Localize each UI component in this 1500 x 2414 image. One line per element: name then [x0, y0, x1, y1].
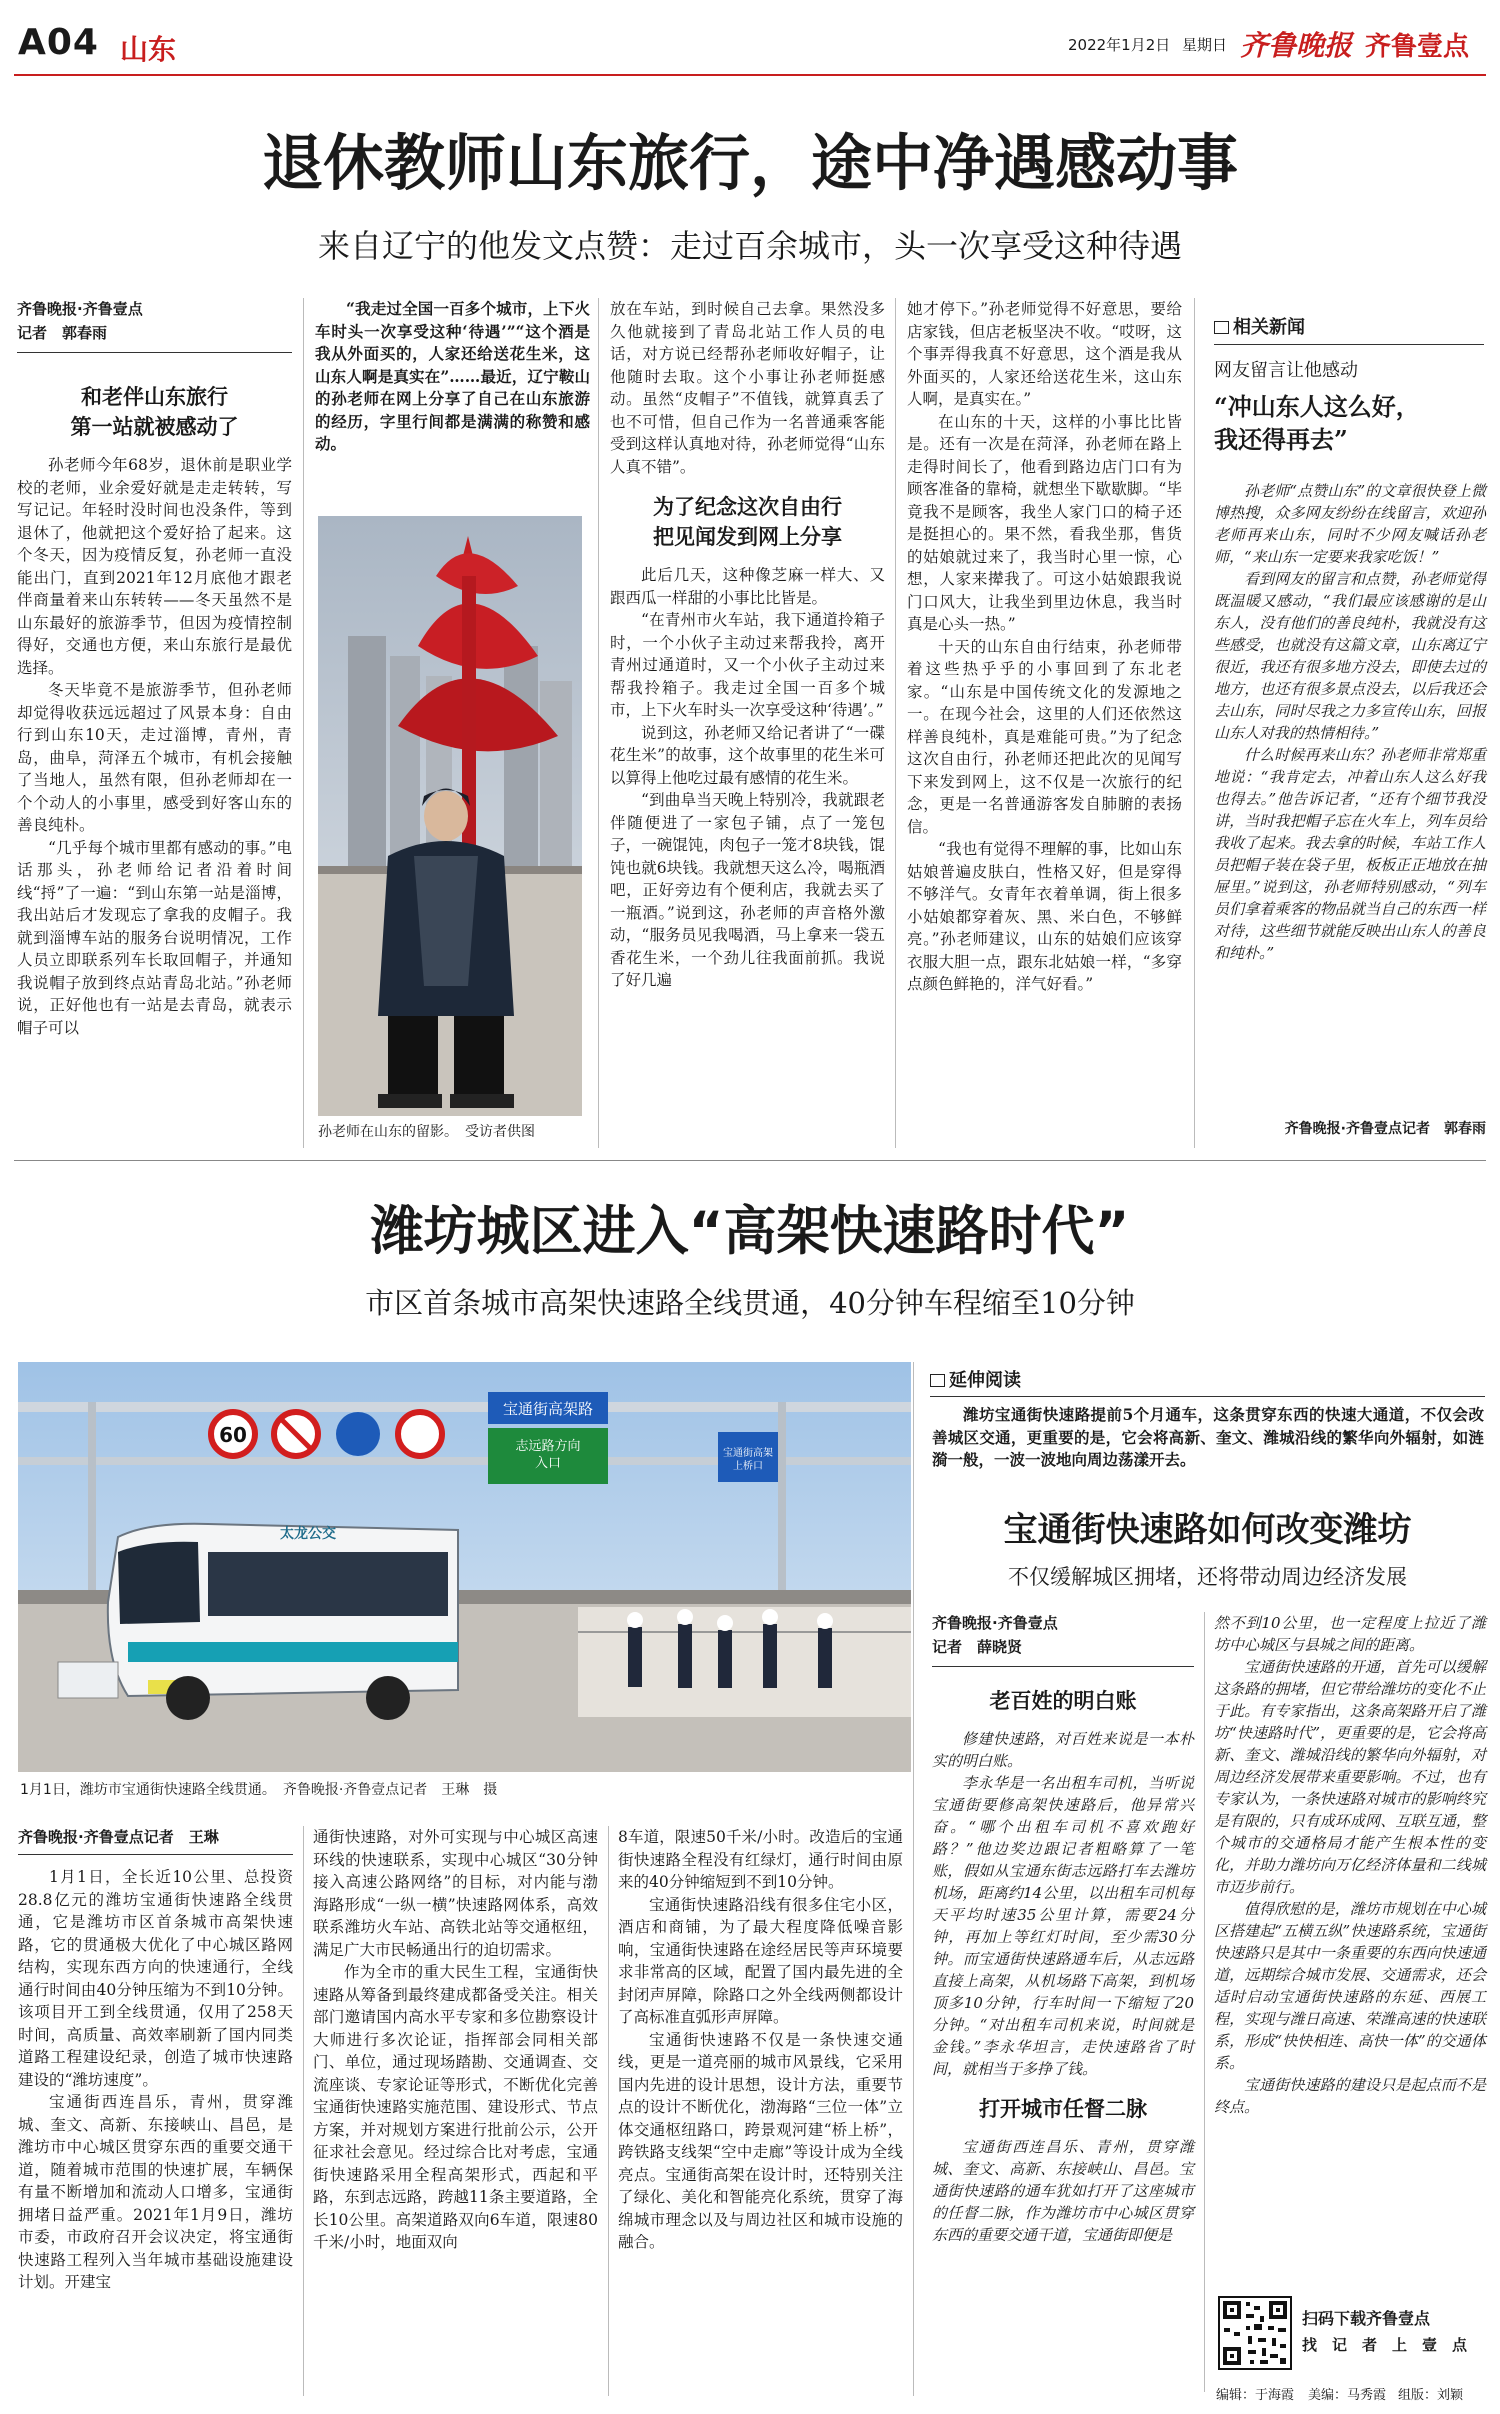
column-divider: [608, 1826, 609, 2396]
story1-subheading-1: 和老伴山东旅行 第一站就被感动了: [70, 384, 239, 439]
story1-subheading-2: 为了纪念这次自由行 把见闻发到网上分享: [653, 494, 842, 549]
related-tag-label: 相关新闻: [1233, 317, 1305, 338]
paragraph: 1月1日，全长近10公里、总投资28.8亿元的潍坊宝通街快速路全线贯通，它是潍坊市区首条城市高架快速路，它的贯通极大优化了中心城区路网结构，实现东西方向的快速通行，全线通行时间由40分钟压缩为不到10分钟。该项目开工到全线贯通，仅用了258天时间，高质量、高效率刷新了国内同类道路工程建设纪录，创造了城市快速路建设的“潍坊速度”。: [18, 1868, 293, 2089]
paragraph: 8车道，限速50千米/小时。改造后的宝通街快速路全程没有红绿灯，通行时间由原来的40分钟缩短到不到10分钟。: [618, 1828, 903, 1891]
paragraph: 作为全市的重大民生工程，宝通街快速路从筹备到最终建成都备受关注。相关部门邀请国内高水平专家和多位勘察设计大师进行多次论证，指挥部会同相关部门、单位，通过现场踏勘、交通调查、交流座谈、专家论证等形式，不断优化完善宝通街快速路实施范围、建设形式、节点方案，并对规划方案进行批前公示，公开征求社会意见。经过综合比对考虑，宝通街快速路采用全程高架形式，西起和平路，东到志远路，跨越11条主要道路，全长10公里。高架道路双向6车道，限速80千米/小时，地面双向: [313, 1963, 598, 2251]
qr-text-2: 找 记 者 上 壹 点: [1302, 2336, 1468, 2354]
qr-code-icon: [1220, 2298, 1290, 2368]
paragraph: 孙老师“点赞山东”的文章很快登上微博热搜，众多网友纷纷在线留言，欢迎孙老师再来山东，同时不少网友喊话孙老师，“来山东一定要来我家吃饭！”: [1214, 482, 1486, 566]
page-number: A04: [18, 22, 99, 63]
story2-col3: [618, 1826, 903, 2254]
sign-main: 宝通街高架路: [502, 1400, 594, 1418]
ext-subheading-1: 老百姓的明白账: [989, 1688, 1137, 1713]
paragraph: 此后几天，这种像芝麻一样大、又跟西瓜一样甜的小事比比皆是。: [610, 566, 885, 607]
story1-byline-reporter: 记者 郭春雨: [17, 324, 108, 342]
ext-byline-reporter: 记者 薛晓贤: [932, 1638, 1023, 1656]
story1-headline: 退休教师山东旅行，途中净遇感动事: [261, 128, 1238, 199]
sign-entry: 志远路方向入口: [515, 1439, 581, 1471]
paragraph: 宝通街快速路的建设只是起点而不是终点。: [1214, 2076, 1486, 2116]
story1-col1: [17, 368, 292, 1039]
ext-col1: [932, 1672, 1194, 2246]
story2-byline: 齐鲁晚报·齐鲁壹点记者 王琳: [18, 1828, 219, 1846]
ext-intro: [932, 1404, 1484, 1472]
paragraph: 冬天毕竟不是旅游季节，但孙老师却觉得收获远远超过了风景本身：自由行到山东10天，走过淄博，青州，青岛，曲阜，菏泽五个城市，有机会接触了当地人，虽然有限，但孙老师却在一个个动人的小事里，感受到好客山东的善良纯朴。: [17, 681, 292, 834]
story2-headline: 潍坊城区进入“高架快速路时代”: [370, 1201, 1130, 1262]
story2-photo-caption: 1月1日，潍坊市宝通街快速路全线贯通。 齐鲁晚报·齐鲁壹点记者 王琳 摄: [20, 1782, 498, 1798]
story2-subhead: 市区首条城市高架快速路全线贯通，40分钟车程缩至10分钟: [365, 1286, 1135, 1320]
paragraph: 然不到10公里，也一定程度上拉近了潍坊中心城区与县城之间的距离。: [1214, 1614, 1486, 1654]
paragraph: 修建快速路，对百姓来说是一本朴实的明白账。: [932, 1730, 1194, 1770]
header-rule: [14, 74, 1486, 76]
paragraph: “几乎每个城市里都有感动的事。”电话那头，孙老师给记者沿着时间线“捋”了一遍：“到山东第一站是淄博，我出站后才发现忘了拿我的皮帽子。我就到淄博车站的服务台说明情况，工作人员立即联系列车长取回帽子，并通知我说帽子放到终点站青岛北站。”孙老师说，正好他也有一站是去青岛，就表示帽子可以: [17, 838, 292, 1037]
paragraph: “到曲阜当天晚上特别冷，我就跟老伴随便进了一家包子铺，点了一笼包子，一碗馄饨，肉包子一笼才8块钱，馄饨也就6块钱。我就想天这么冷，喝瓶酒吧，正好旁边有个便利店，我就去买了一瓶酒。”说到这，孙老师的声音格外激动，“服务员见我喝酒，马上拿来一袋五香花生米，一个劲儿往我面前抓。我说了好几遍: [610, 791, 885, 989]
paragraph: 宝通街快速路沿线有很多住宅小区，酒店和商铺，为了最大程度降低噪音影响，宝通街快速路在途经居民等声环境要求非常高的区域，配置了国内最先进的全封闭声屏障，除路口之外全线两侧都设计了高标准直弧形声屏障。: [618, 1895, 903, 2026]
byline-rule: [17, 352, 292, 353]
paragraph: 宝通街西连昌乐、青州，贯穿潍城、奎文、高新、东接峡山、昌邑。宝通街快速路的通车犹如打开了这座城市的任督二脉，作为潍坊市中心城区贯穿东西的重要交通干道，宝通街即便是: [932, 2138, 1194, 2244]
qr-code[interactable]: [1218, 2296, 1292, 2370]
ext-intro-text: 潍坊宝通街快速路提前5个月通车，这条贯穿东西的快速大通道，不仅会改善城区交通，更重要的是，它会将高新、奎文、潍城沿线的繁华向外辐射，如涟漪一般，一波一波地向周边荡漾开去。: [932, 1405, 1484, 1469]
intro-quote-text: “我走过全国一百多个城市，上下火车时头一次享受这种‘待遇’”“这个酒是我从外面买的，人家还给送花生米，这山东人啊是真实在”……最近，辽宁鞍山的孙老师在网上分享了自己在山东旅游的经历，字里行间都是满满的称赞和感动。: [315, 299, 590, 453]
ext-byline-org: 齐鲁晚报·齐鲁壹点: [932, 1614, 1058, 1632]
story2-col2: [313, 1826, 598, 2254]
story1-byline-org: 齐鲁晚报·齐鲁壹点: [17, 300, 143, 318]
story2-photo: [18, 1362, 911, 1772]
paragraph: 她才停下。”孙老师觉得不好意思，要给店家钱，但店老板坚决不收。“哎呀，这个事弄得我真不好意思，这个酒是我从外面买的，人家还给送花生米，这山东人啊，是真实在。”: [907, 300, 1182, 408]
column-divider: [895, 298, 896, 1148]
ext-subhead: 不仅缓解城区拥堵，还将带动周边经济发展: [1008, 1565, 1407, 1589]
paragraph: 值得欣慰的是，潍坊市规划在中心城区搭建起“五横五纵”快速路系统，宝通街快速路只是其中一条重要的东西向快速通道，远期综合城市发展、交通需求，还会适时启动宝通街快速路的东延、西展工程，实现与潍日高速、荣潍高速的快速联系，形成“快快相连、高快一体”的交通体系。: [1214, 1900, 1486, 2072]
story2-col1: [18, 1866, 293, 2294]
story1-intro-quote: [315, 298, 590, 456]
paragraph: 看到网友的留言和点赞，孙老师觉得既温暖又感动，“我们最应该感谢的是山东人，没有他们的善良纯朴，我就没有这些感受，也就没有这篇文章，山东离辽宁很近，我还有很多地方没去，即使去过的地方，也还有很多景点没去，以后我还会去山东，同时尽我之力多宣传山东，回报山东人对我的热情相待。”: [1214, 570, 1486, 742]
related-news-tag: [1214, 313, 1305, 339]
tag-box-icon: [930, 1374, 945, 1387]
footer-art: 美编：马秀霞: [1308, 2388, 1387, 2403]
column-divider: [913, 1362, 914, 2396]
ext-subheading-2: 打开城市任督二脉: [979, 2096, 1147, 2121]
paragraph: 放在车站，到时候自己去拿。果然没多久他就接到了青岛北站工作人员的电话，对方说已经帮孙老师收好帽子，让他随时去取。这个小事让孙老师挺感动。虽然“皮帽子”不值钱，就算真丢了也不可惜，但自己作为一名普通乘客能受到这样认真地对待，孙老师觉得“山东人真不错”。: [610, 300, 885, 476]
ext-headline: 宝通街快速路如何改变潍坊: [1003, 1510, 1412, 1550]
tag-box-icon: [1214, 321, 1229, 334]
paragraph: “我也有觉得不理解的事，比如山东姑娘普遍皮肤白，性格又好，但是穿得不够洋气。女青年衣着单调，街上很多小姑娘都穿着灰、黑、米白色，不够鲜亮。”孙老师建议，山东的姑娘们应该穿衣服大胆一点，跟东北姑娘一样，“多穿点颜色鲜艳的，洋气好看。”: [907, 840, 1182, 993]
column-divider: [1194, 298, 1195, 1148]
brand-logo-2: 齐鲁壹点: [1365, 32, 1470, 62]
paragraph: 说到这，孙老师又给记者讲了“一碟花生米”的故事，这个故事里的花生米可以算得上他吃过最有感情的花生米。: [610, 723, 885, 787]
section-rule: [14, 1160, 1486, 1161]
issue-date: 2022年1月2日: [1068, 36, 1171, 54]
related-tag-rule: [1214, 344, 1484, 345]
paragraph: 通街快速路，对外可实现与中心城区高速环线的快速联系，实现中心城区“30分钟接入高速公路网络”的目标，对内能与渤海路形成“一纵一横”快速路网体系，高效联系潍坊火车站、高铁北站等交通枢纽，满足广大市民畅通出行的迫切需求。: [313, 1828, 598, 1959]
speed-limit-sign: 60: [219, 1423, 247, 1447]
story1-photo-caption: 孙老师在山东的留影。 受访者供图: [318, 1124, 535, 1140]
byline-rule: [18, 1854, 293, 1855]
paragraph: 李永华是一名出租车司机，当听说宝通街要修高架快速路后，他异常兴奋。“哪个出租车司机不喜欢跑好路？”他边奖边跟记者粗略算了一笔账，假如从宝通东街志远路打车去潍坊机场，距离约14公里，以出租车司机每天平均时速35公里计算，需要24分钟，再加上等红灯时间，至少需30分钟。而宝通街快速路通车后，从志远路直接上高架，从机场路下高架，到机场顶多10分钟，行车时间一下缩短了20分钟。“对出租车司机来说，时间就是金钱。”李永华坦言，走快速路省了时间，就相当于多挣了钱。: [932, 1774, 1194, 2078]
ext-tag-label: 延伸阅读: [949, 1370, 1021, 1391]
highway-photo: [18, 1362, 911, 1772]
extended-reading-tag: [930, 1366, 1021, 1392]
column-divider: [303, 1826, 304, 2396]
footer-proof: 组版：刘颖: [1398, 2388, 1464, 2403]
column-divider: [303, 298, 304, 1148]
issue-weekday: 星期日: [1182, 36, 1228, 54]
paragraph: 什么时候再来山东？孙老师非常郑重地说：“我肯定去，冲着山东人这么好我也得去。”他告诉记者，“还有个细节我没讲，当时我把帽子忘在火车上，列车员给我收了起来。我去拿的时候，车站工作人员把帽子装在袋子里，板板正正地放在抽屉里。”说到这，孙老师特别感动，“列车员们拿着乘客的物品就当自己的东西一样对待，这些细节就能反映出山东人的善良和纯朴。”: [1214, 746, 1486, 962]
related-subtitle: 网友留言让他感动: [1214, 360, 1358, 381]
footer-editor: 编辑：于海霞: [1216, 2388, 1295, 2403]
story1-subhead: 来自辽宁的他发文点赞：走过百余城市，头一次享受这种待遇: [317, 227, 1182, 265]
column-divider: [598, 298, 599, 1148]
story1-photo: [318, 516, 582, 1116]
paragraph: 十天的山东自由行结束，孙老师带着这些热乎乎的小事回到了东北老家。“山东是中国传统文化的发源地之一。在现今社会，这里的人们还依然这样善良纯朴，真是难能可贵。”为了纪念这次自由行，孙老师还把此次的见闻写下来发到网上，这不仅是一次旅行的纪念，更是一名普通游客发自肺腑的表扬信。: [907, 637, 1182, 836]
related-body: [1214, 480, 1486, 964]
byline-rule: [932, 1666, 1194, 1667]
traveler-photo: [318, 516, 582, 1116]
sign-side: 宝通街高架上桥口: [723, 1448, 773, 1472]
ext-col2: [1214, 1612, 1486, 2118]
qr-text-1: 扫码下载齐鲁壹点: [1302, 2309, 1431, 2328]
story1-col3: [610, 298, 885, 992]
section-name: 山东: [120, 33, 177, 66]
paragraph: 孙老师今年68岁，退休前是职业学校的老师，业余爱好就是走走转转，写写记记。年轻时没时间也没条件，等到退休了，他就把这个爱好拾了起来。这个冬天，因为疫情反复，孙老师一直没能出门，直到2021年12月底他才跟老伴商量着来山东转转——冬天虽然不是山东最好的旅游季节，但因为疫情控制得好，交通也方便，来山东旅行是最优选择。: [17, 456, 292, 677]
bus-brand: 太龙公交: [280, 1526, 336, 1542]
related-credit: 齐鲁晚报·齐鲁壹点记者 郭春雨: [1284, 1121, 1486, 1137]
brand-logo: 齐鲁晚报: [1240, 29, 1353, 62]
related-headline: “冲山东人这么好， 我还得再去”: [1214, 392, 1420, 454]
paragraph: 宝通街西连昌乐，青州，贯穿潍城、奎文、高新、东接峡山、昌邑，是潍坊市中心城区贯穿东西的重要交通干道，随着城市范围的快速扩展，车辆保有量不断增加和流动人口增多，宝通街拥堵日益严重。2021年1月9日，潍坊市委，市政府召开会议决定，将宝通街快速路工程列入当年城市基础设施建设计划。开建宝: [18, 2093, 293, 2291]
bus: [108, 1524, 458, 1720]
paragraph: 宝通街快速路不仅是一条快速交通线，更是一道亮丽的城市风景线，它采用国内先进的设计思想，设计方法，重要节点的设计不断优化，渤海路“三位一体”立体交通枢纽路口，跨景观河建“桥上桥”，跨铁路支线架“空中走廊”等设计成为全线亮点。宝通街高架在设计时，还特别关注了绿化、美化和智能亮化系统，贯穿了海绵城市理念以及与周边社区和城市设施的融合。: [618, 2030, 903, 2251]
ext-tag-rule: [930, 1396, 1485, 1397]
paragraph: “在青州市火车站，我下通道拎箱子时，一个小伙子主动过来帮我拎，离开青州过通道时，又一个小伙子主动过来帮我拎箱子。我走过全国一百多个城市，上下火车时头一次享受这种‘待遇’。”: [610, 611, 885, 719]
paragraph: 在山东的十天，这样的小事比比皆是。还有一次是在菏泽，孙老师在路上走得时间长了，他看到路边店门口有为顾客准备的靠椅，就想坐下歇歇脚。“毕竟我不是顾客，我坐人家门口的椅子还是挺担心的。果不然，看我坐那，售货的姑娘就过来了，我当时心里一惊，心想，人家来撵我了。可这小姑娘跟我说门口风大，让我坐到里边休息，我当时真是心头一热。”: [907, 412, 1182, 633]
paragraph: 宝通街快速路的开通，首先可以缓解这条路的拥堵，但它带给潍坊的变化不止于此。有专家指出，这条高架路开启了潍坊“快速路时代”，更重要的是，它会将高新、奎文、潍城沿线的繁华向外辐射，对周边经济发展带来重要影响。不过，也有专家认为，一条快速路对城市的影响终究是有限的，只有成环成网、互联互通，整个城市的交通格局才能产生根本性的变化，并助力潍坊向万亿经济体量和二线城市迈步前行。: [1214, 1658, 1486, 1896]
column-divider: [1204, 1612, 1205, 2392]
story1-col4: [907, 298, 1182, 996]
